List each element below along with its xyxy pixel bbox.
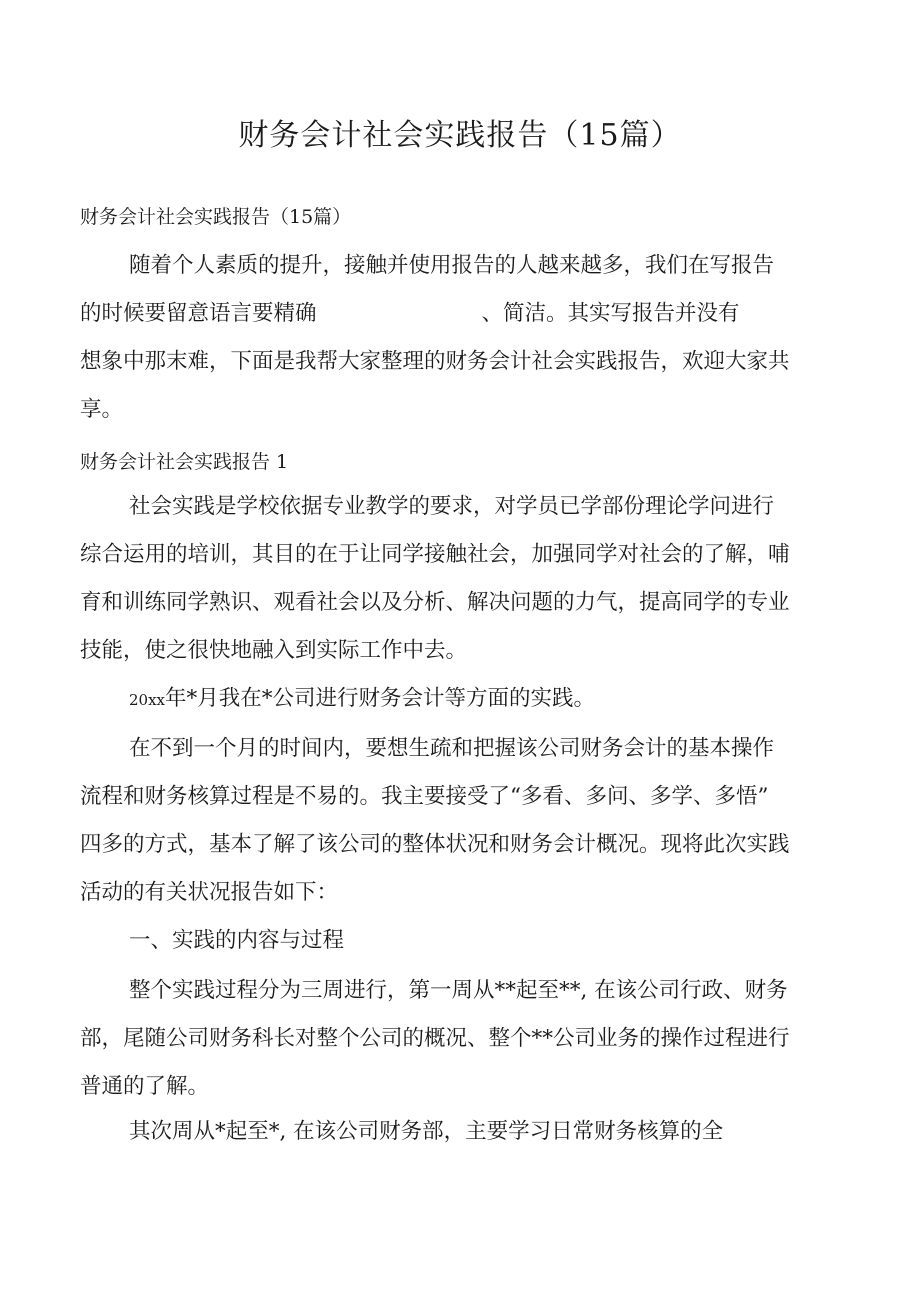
paragraph-5 — [80, 1108, 840, 1156]
year-text: 20xx — [129, 691, 166, 709]
text-line: 其次周从*起至*, 在该公司财务部，主要学习日常财务核算的全 — [129, 1119, 724, 1144]
text-line: 技能，使之很快地融入到实际工作中去。 — [80, 638, 468, 663]
paragraph-2 — [80, 675, 840, 723]
text-line: 综合运用的培训，其目的在于让同学接触社会，加强同学对社会的了解，哺 — [80, 542, 790, 567]
text-line: 四多的方式，基本了解了该公司的整体状况和财务会计概况。现将此次实践 — [80, 832, 790, 857]
text-line: 育和训练同学熟识、观看社会以及分析、解决问题的力气，提高同学的专业 — [80, 590, 790, 615]
text-line: 享。 — [80, 397, 124, 422]
section-subheading: 一、实践的内容与过程 — [129, 928, 345, 953]
text-line: 部，尾随公司财务科长对整个公司的概况、整个**公司业务的操作过程进行 — [80, 1026, 790, 1051]
section-heading: 财务会计社会实践报告 1 — [80, 451, 289, 473]
text-line: 流程和财务核算过程是不易的。我主要接受了“多看、多问、多学、多悟” — [80, 784, 769, 809]
heading-content-process — [80, 917, 840, 965]
text-line — [80, 675, 840, 723]
text-fragment: 年*月我在*公司进行财务会计等方面的实践。 — [165, 686, 596, 711]
paragraph-4 — [80, 967, 840, 1111]
text-line: 活动的有关状况报告如下： — [80, 880, 339, 905]
text-line — [80, 290, 840, 338]
text-line: 普通的了解。 — [80, 1074, 210, 1099]
text-line: 想象中那末难，下面是我帮大家整理的财务会计社会实践报告，欢迎大家共 — [80, 349, 790, 374]
document-title: 财务会计社会实践报告（15篇） — [238, 118, 682, 153]
paragraph-1 — [80, 483, 840, 675]
text-line: 社会实践是学校依据专业教学的要求，对学员已学部份理论学问进行 — [129, 494, 775, 519]
text-line: 在不到一个月的时间内，要想生疏和把握该公司财务会计的基本操作 — [129, 736, 775, 761]
paragraph-3 — [80, 725, 840, 917]
text-fragment: 的时候要留意语言要精确 — [80, 301, 317, 326]
text-fragment: 、简洁。其实写报告并没有 — [481, 301, 740, 326]
text-line: 随着个人素质的提升，接触并使用报告的人越来越多，我们在写报告 — [129, 253, 775, 278]
document-subtitle: 财务会计社会实践报告（15篇） — [80, 206, 352, 228]
intro-paragraph — [80, 242, 840, 434]
text-line: 整个实践过程分为三周进行，第一周从**起至**, 在该公司行政、财务 — [129, 978, 788, 1003]
